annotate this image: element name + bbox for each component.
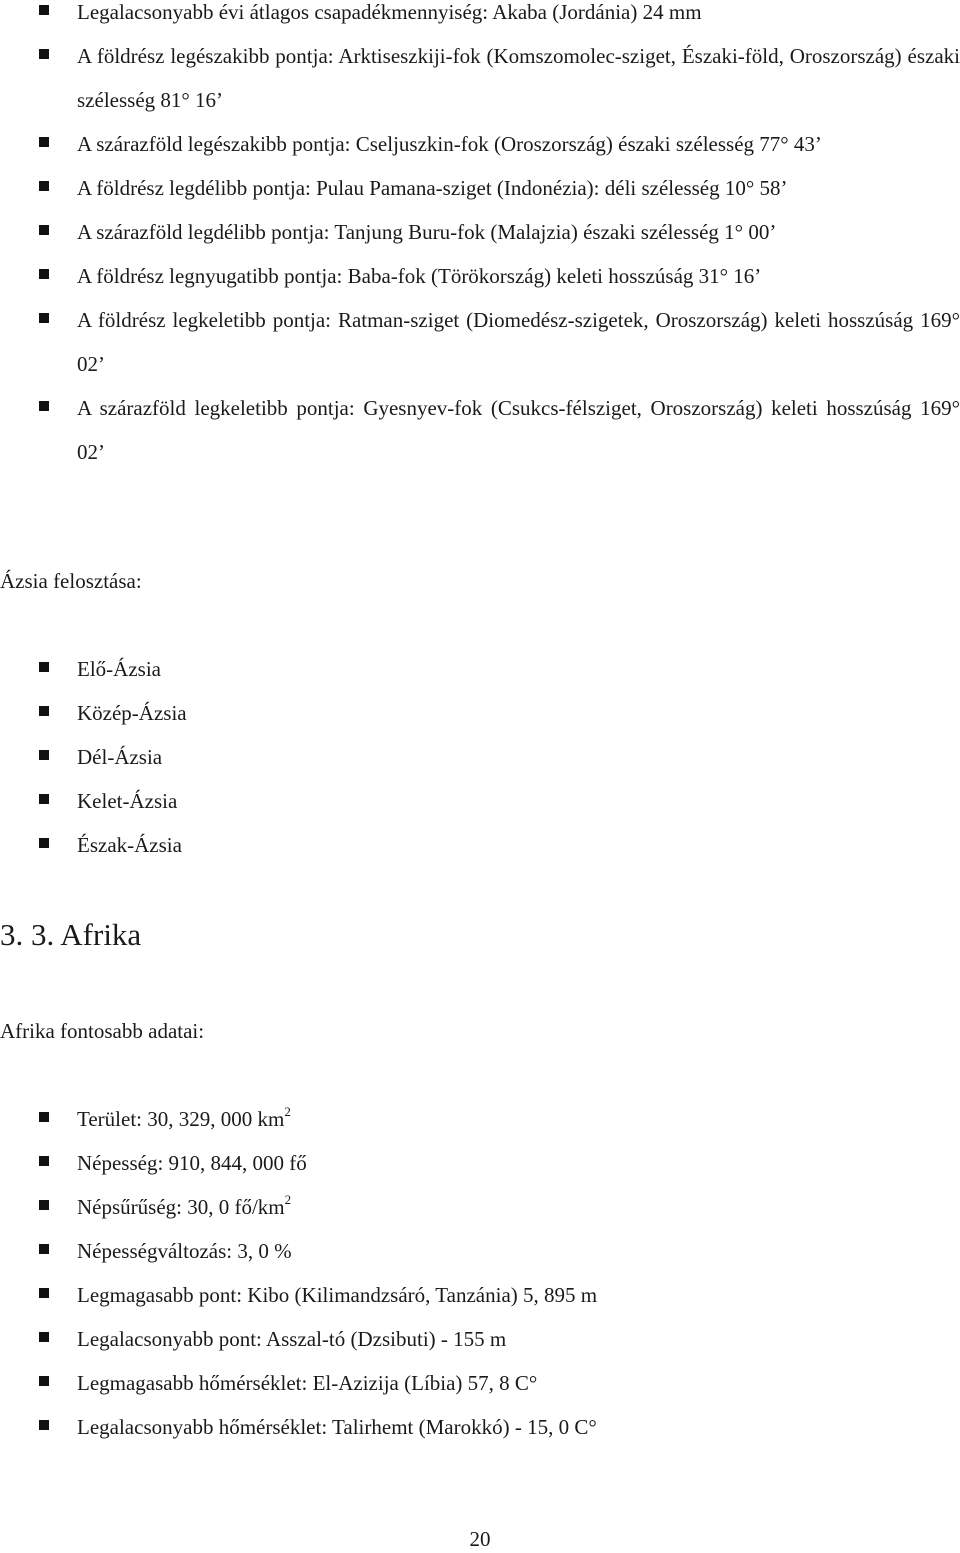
list-item xyxy=(0,1097,960,1141)
list-item xyxy=(0,1273,960,1317)
fact-text: Legalacsonyabb pont: Asszal-tó (Dzsibuti) - 155 m xyxy=(77,1327,507,1351)
square-bullet-icon xyxy=(39,225,49,235)
list-item-text xyxy=(77,1415,597,1439)
square-bullet-icon xyxy=(39,1420,49,1430)
square-bullet-icon xyxy=(39,181,49,191)
list-item-text: Kelet-Ázsia xyxy=(77,789,178,813)
square-bullet-icon xyxy=(39,1332,49,1342)
list-item-text: Dél-Ázsia xyxy=(77,745,163,769)
fact-text: Legalacsonyabb hőmérséklet: Talirhemt (Marokkó) - 15, 0 C° xyxy=(77,1415,597,1439)
square-bullet-icon xyxy=(39,1200,49,1210)
list-item-text: A földrész legkeletibb pontja: Ratman-sziget (Diomedész-szigetek, Oroszország) keleti hosszúság 169° 02’ xyxy=(77,308,960,376)
list-item xyxy=(0,1405,960,1449)
list-item-text: Közép-Ázsia xyxy=(77,701,187,725)
square-bullet-icon xyxy=(39,137,49,147)
square-bullet-icon xyxy=(39,1288,49,1298)
square-bullet-icon xyxy=(39,1244,49,1254)
list-item xyxy=(0,1185,960,1229)
list-item-text: A földrész legnyugatibb pontja: Baba-fok (Törökország) keleti hosszúság 31° 16’ xyxy=(77,264,762,288)
list-item xyxy=(0,691,960,735)
geo-extremes-list xyxy=(0,0,960,474)
list-item-text xyxy=(77,1371,537,1395)
square-bullet-icon xyxy=(39,838,49,848)
list-item xyxy=(0,735,960,779)
fact-text: Legmagasabb pont: Kibo (Kilimandzsáró, Tanzánia) 5, 895 m xyxy=(77,1283,598,1307)
africa-facts-list xyxy=(0,1097,960,1449)
list-item-text xyxy=(77,1192,292,1219)
square-bullet-icon xyxy=(39,269,49,279)
square-bullet-icon xyxy=(39,49,49,59)
list-item-text xyxy=(77,1104,291,1131)
square-bullet-icon xyxy=(39,1112,49,1122)
list-item-text xyxy=(77,1327,506,1351)
list-item xyxy=(0,647,960,691)
list-item xyxy=(0,823,960,867)
section-heading: 3. 3. Afrika xyxy=(0,917,142,952)
square-bullet-icon xyxy=(39,401,49,411)
list-item-text: A szárazföld legészakibb pontja: Cseljuszkin-fok (Oroszország) északi szélesség 77° 43’ xyxy=(77,132,822,156)
fact-text: Terület: 30, 329, 000 km xyxy=(77,1107,285,1131)
list-item xyxy=(0,1141,960,1185)
square-bullet-icon xyxy=(39,706,49,716)
list-item xyxy=(0,122,960,166)
asia-division-label: Ázsia felosztása: xyxy=(0,569,142,593)
list-item-text: Legalacsonyabb évi átlagos csapadékmennyiség: Akaba (Jordánia) 24 mm xyxy=(77,0,702,24)
list-item xyxy=(0,1361,960,1405)
list-item-text: A szárazföld legkeletibb pontja: Gyesnyev-fok (Csukcs-félsziget, Oroszország) keleti hosszúság 169° 02’ xyxy=(77,396,960,464)
list-item xyxy=(0,1229,960,1273)
square-bullet-icon xyxy=(39,794,49,804)
square-bullet-icon xyxy=(39,5,49,15)
list-item-text xyxy=(77,1283,597,1307)
list-item-text: A földrész legészakibb pontja: Arktiseszkiji-fok (Komszomolec-sziget, Északi-föld, Oroszország) északi szélesség 81° 16’ xyxy=(77,44,960,112)
square-bullet-icon xyxy=(39,662,49,672)
list-item xyxy=(0,210,960,254)
list-item xyxy=(0,779,960,823)
list-item xyxy=(0,298,960,386)
fact-text: Legmagasabb hőmérséklet: El-Azizija (Líbia) 57, 8 C° xyxy=(77,1371,538,1395)
page-number: 20 xyxy=(469,1527,491,1551)
list-item-text: A földrész legdélibb pontja: Pulau Pamana-sziget (Indonézia): déli szélesség 10° 58’ xyxy=(77,176,788,200)
fact-superscript: 2 xyxy=(284,1192,292,1207)
list-item xyxy=(0,34,960,122)
africa-intro: Afrika fontosabb adatai: xyxy=(0,1019,205,1043)
list-item xyxy=(0,0,960,34)
square-bullet-icon xyxy=(39,750,49,760)
asia-regions-list xyxy=(0,647,960,867)
list-item-text: A szárazföld legdélibb pontja: Tanjung Buru-fok (Malajzia) északi szélesség 1° 00’ xyxy=(77,220,777,244)
list-item xyxy=(0,1317,960,1361)
list-item xyxy=(0,386,960,474)
list-item-text: Elő-Ázsia xyxy=(77,657,161,681)
fact-text: Népességváltozás: 3, 0 % xyxy=(77,1239,292,1263)
list-item xyxy=(0,166,960,210)
square-bullet-icon xyxy=(39,1376,49,1386)
square-bullet-icon xyxy=(39,1156,49,1166)
list-item-text: Észak-Ázsia xyxy=(77,833,182,857)
list-item-text xyxy=(77,1239,292,1263)
fact-superscript: 2 xyxy=(284,1104,291,1119)
list-item-text xyxy=(77,1151,307,1175)
fact-text: Népesség: 910, 844, 000 fő xyxy=(77,1151,307,1175)
list-item xyxy=(0,254,960,298)
fact-text: Népsűrűség: 30, 0 fő/km xyxy=(77,1195,285,1219)
square-bullet-icon xyxy=(39,313,49,323)
